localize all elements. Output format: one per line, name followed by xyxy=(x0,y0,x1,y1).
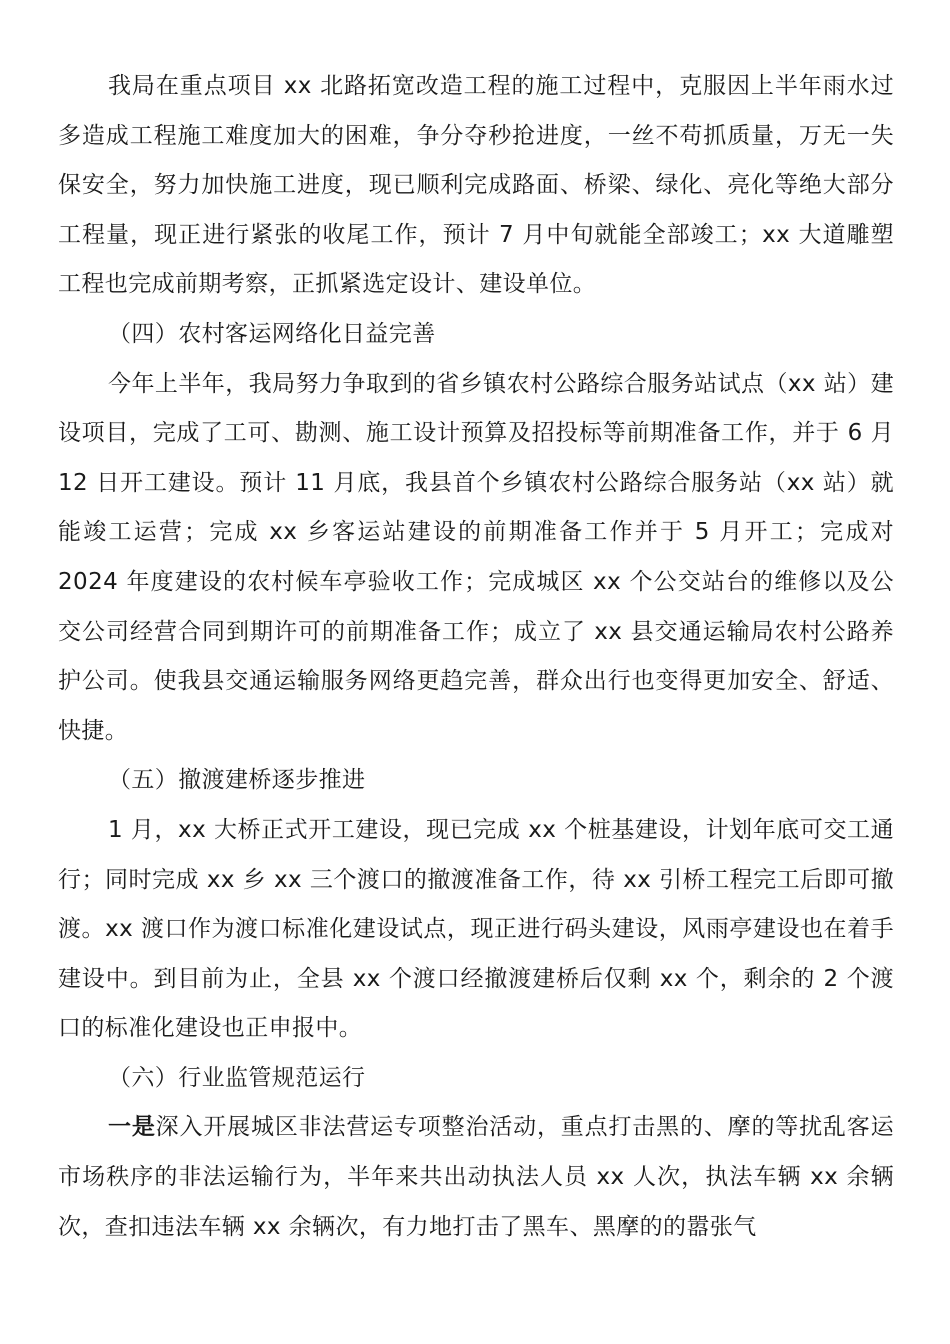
paragraph-bridge-building: 1 月，xx 大桥正式开工建设，现已完成 xx 个桩基建设，计划年底可交工通行；同时完成 xx 乡 xx 三个渡口的撤渡准备工作，待 xx 引桥工程完工后即可撤渡。xx 渡口作为渡口标准化建设试点，现正进行码头建设，风雨亭建设也在着手建设中。到目前为止，全县 xx 个渡口经撤渡建桥后仅剩 xx 个，剩余的 2 个渡口的标准化建设也正申报中。 xyxy=(58,816,894,1042)
section-heading-industry-supervision: （六）行业监管规范运行 xyxy=(108,1064,366,1091)
paragraph-industry-supervision xyxy=(58,1103,894,1252)
paragraph-rural-transport: 今年上半年，我局努力争取到的省乡镇农村公路综合服务站试点（xx 站）建设项目，完成了工可、勘测、施工设计预算及招投标等前期准备工作，并于 6 月 12 日开工建设。预计 11 月底，我县首个乡镇农村公路综合服务站（xx 站）就能竣工运营；完成 xx 乡客运站建设的前期准备工作并于 5 月开工；完成对 2024 年度建设的农村候车亭验收工作；完成城区 xx 个公交站台的维修以及公交公司经营合同到期许可的前期准备工作；成立了 xx 县交通运输局农村公路养护公司。使我县交通运输服务网络更趋完善，群众出行也变得更加安全、舒适、快捷。 xyxy=(58,370,894,744)
paragraph-road-project: 我局在重点项目 xx 北路拓宽改造工程的施工过程中，克服因上半年雨水过多造成工程施工难度加大的困难，争分夺秒抢进度，一丝不苟抓质量，万无一失保安全，努力加快施工进度，现已顺利完成路面、桥梁、绿化、亮化等绝大部分工程量，现正进行紧张的收尾工作，预计 7 月中旬就能全部竣工；xx 大道雕塑工程也完成前期考察，正抓紧选定设计、建设单位。 xyxy=(58,73,894,298)
document-page xyxy=(58,62,894,1252)
paragraph-body-text: 深入开展城区非法营运专项整治活动，重点打击黑的、摩的等扰乱客运市场秩序的非法运输行为，半年来共出动执法人员 xx 人次，执法车辆 xx 余辆次，查扣违法车辆 xx 余辆次，有力地打击了黑车、黑摩的的嚣张气 xyxy=(58,1114,894,1240)
paragraph-lead-text: 一是 xyxy=(108,1114,156,1141)
section-heading-bridge-building: （五）撤渡建桥逐步推进 xyxy=(108,767,366,794)
section-heading-rural-transport: （四）农村客运网络化日益完善 xyxy=(108,320,436,347)
